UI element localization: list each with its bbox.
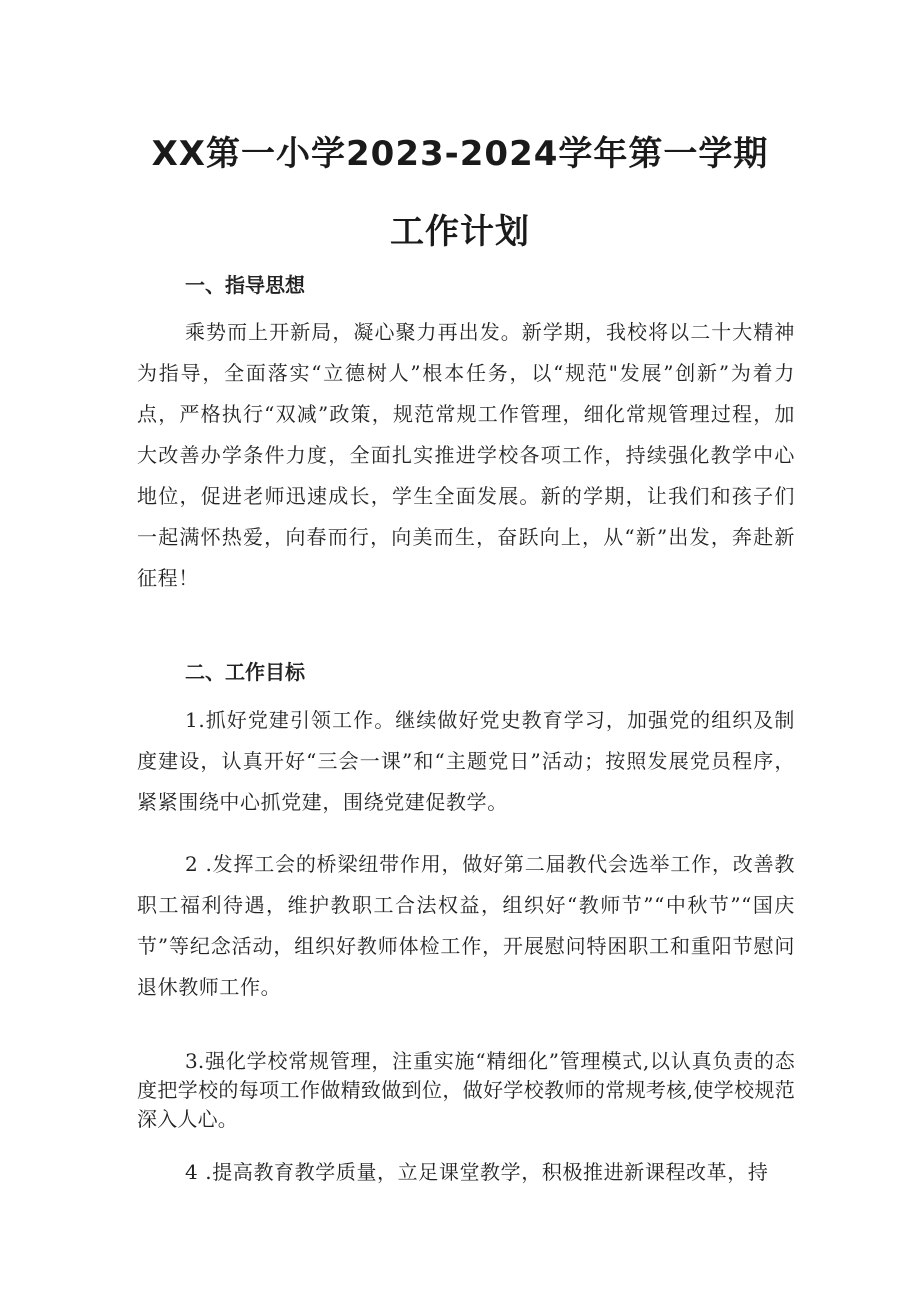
work-goal-item-1: 1.抓好党建引领工作。继续做好党史教育学习，加强党的组织及制度建设，认真开好“三会一课”和“主题党日”活动；按照发展党员程序，紧紧围绕中心抓党建，围绕党建促教学。 <box>137 708 795 814</box>
work-goal-item-2: 2 .发挥工会的桥梁纽带作用，做好第二届教代会选举工作，改善教职工福利待遇，维护教职工合法权益，组织好“教师节”“中秋节”“国庆节”等纪念活动，组织好教师体检工作，开展慰问特困职工和重阳节慰问退休教师工作。 <box>137 852 795 999</box>
document-title-line-1: XX第一小学2023-2024学年第一学期 <box>151 134 769 174</box>
section-heading-guiding-ideology: 一、指导思想 <box>185 273 305 297</box>
document-title-line-2: 工作计划 <box>390 212 530 252</box>
section-heading-work-goals: 二、工作目标 <box>185 660 305 684</box>
work-goal-item-3: 3.强化学校常规管理，注重实施“精细化”管理模式,以认真负责的态度把学校的每项工作做精致做到位，做好学校教师的常规考核,使学校规范深入人心。 <box>137 1049 795 1131</box>
work-goal-item-4: 4 .提高教育教学质量，立足课堂教学，积极推进新课程改革，持 <box>185 1160 769 1184</box>
section-paragraph-guiding-ideology: 乘势而上开新局，凝心聚力再出发。新学期，我校将以二十大精神为指导，全面落实“立德树人”根本任务，以“规范"发展”创新”为着力点，严格执行“双减”政策，规范常规工作管理，细化常规管理过程，加大改善办学条件力度，全面扎实推进学校各项工作，持续强化教学中心地位，促进老师迅速成长，学生全面发展。新的学期，让我们和孩子们一起满怀热爱，向春而行，向美而生，奋跃向上，从“新”出发，奔赴新征程！ <box>137 320 795 590</box>
